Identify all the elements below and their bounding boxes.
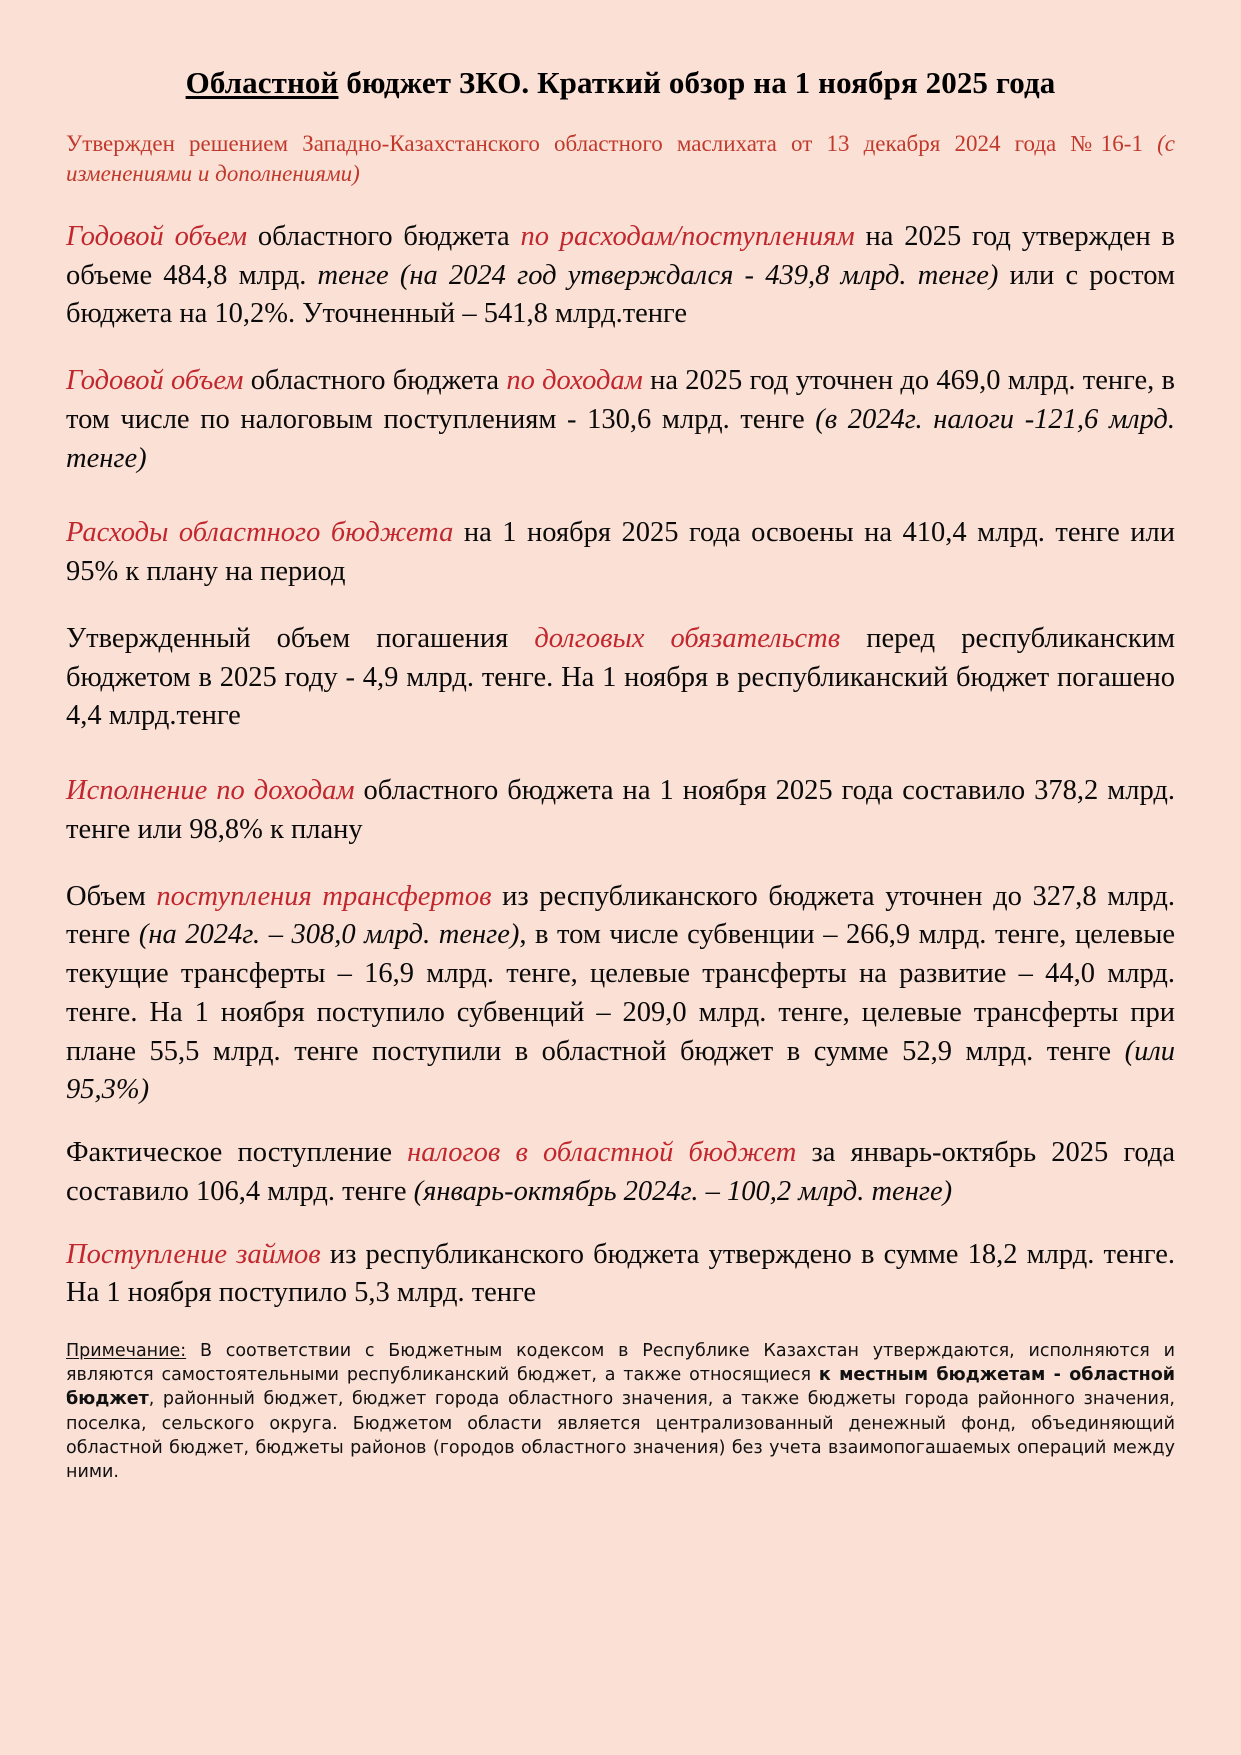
- p2-highlight-by-revenue: по доходам: [506, 365, 643, 397]
- p1-text-2: на 2025 год утвержден в объеме 484,8 млрд.: [66, 220, 1175, 291]
- p2-text-1: областного бюджета: [243, 365, 507, 397]
- footnote-label: Примечание:: [66, 1341, 187, 1362]
- p7-italic-note-2024: (январь-октябрь 2024г. – 100,2 млрд. тенге): [413, 1175, 953, 1207]
- footnote-bold-local-budgets: к местным бюджетам - областной бюджет: [66, 1365, 1175, 1410]
- paragraph-budget-expenditures: [66, 514, 1175, 592]
- paragraph-loan-receipts: [66, 1236, 1175, 1314]
- p2-italic-note-taxes-2024: (в 2024г. налоги -121,6 млрд. тенге): [66, 403, 1175, 474]
- p1-italic-note-2024: тенге (на 2024 год утверждался - 439,8 млрд. тенге): [317, 259, 999, 291]
- p4-text-1: Утвержденный объем погашения: [66, 622, 535, 654]
- p3-text-1: на 1 ноября 2025 года освоены на 410,4 млрд. тенге или 95% к плану на период: [66, 517, 1175, 588]
- paragraph-transfers: [66, 878, 1175, 1111]
- subtitle-amendments-note: (с изменениями и дополнениями): [66, 130, 1175, 187]
- p6-italic-note-2024: (на 2024г. – 308,0 млрд. тенге): [138, 919, 520, 951]
- subtitle-main-text: Утвержден решением Западно-Казахстанского областного маслихата от 13 декабря 2024 года №16-1: [66, 130, 1158, 156]
- page-title-underlined-word: Областной: [185, 65, 339, 100]
- p4-text-2: перед республиканским бюджетом в 2025 году - 4,9 млрд. тенге. На 1 ноября в республиканский бюджет погашено 4,4 млрд.тенге: [66, 622, 1175, 732]
- footnote-text-2: , районный бюджет, бюджет города областного значения, а также бюджеты города районного значения, поселка, сельского округа. Бюджетом области является централизованный денежный фонд, объединяющий областной бюджет, бюджеты районов (городов областного значения) без учета взаимопогашаемых операций между ними.: [66, 1389, 1175, 1482]
- p4-highlight-debt-obligations: долговых обязательств: [534, 622, 841, 654]
- p7-text-2: за январь-октябрь 2025 года составило 106,4 млрд. тенге: [66, 1137, 1175, 1207]
- document-subtitle: [66, 129, 1175, 190]
- p6-highlight-transfers-receipt: поступления трансфертов: [156, 880, 492, 912]
- p7-text-1: Фактическое поступление: [66, 1137, 408, 1169]
- p6-italic-percentage: (или 95,3%): [66, 1035, 1175, 1106]
- p8-highlight-loans: Поступление займов: [66, 1238, 321, 1270]
- p8-text-1: из республиканского бюджета утверждено в сумме 18,2 млрд. тенге. На 1 ноября поступило 5,3 млрд. тенге: [66, 1238, 1175, 1309]
- page-title-rest: бюджет ЗКО. Краткий обзор на 1 ноября 2025 года: [338, 65, 1056, 100]
- p5-highlight-revenue-execution: Исполнение по доходам: [66, 775, 355, 807]
- footnote-note: [66, 1339, 1175, 1484]
- p6-text-3: , в том числе субвенции – 266,9 млрд. тенге, целевые текущие трансферты – 16,9 млрд. тенге, целевые трансферты на развитие – 44,0 млрд. тенге. На 1 ноября поступило субвенций – 209,0 млрд. тенге, целевые трансферты при плане 55,5 млрд. тенге поступили в областной бюджет в сумме 52,9 млрд. тенге: [66, 919, 1175, 1067]
- p2-highlight-annual-volume: Годовой объем: [66, 365, 244, 397]
- paragraph-tax-receipts: [66, 1134, 1175, 1212]
- p2-text-2: на 2025 год уточнен до 469,0 млрд. тенге, в том числе по налоговым поступлениям - 130,6 млрд. тенге: [66, 365, 1175, 435]
- p6-text-1: Объем: [66, 880, 157, 912]
- p3-highlight-expenditures: Расходы областного бюджета: [66, 517, 454, 549]
- footnote-text-1: В соответствии с Бюджетным кодексом в Республике Казахстан утверждаются, исполняются и являются самостоятельными республиканский бюджет, а также относящиеся: [66, 1341, 1175, 1386]
- p1-text-3: или с ростом бюджета на 10,2%. Уточненный – 541,8 млрд.тенге: [66, 259, 1175, 330]
- p1-highlight-by-expenditure: по расходам/поступлениям: [520, 220, 855, 252]
- paragraph-revenue-execution: [66, 772, 1175, 850]
- p1-highlight-annual-volume: Годовой объем: [66, 220, 248, 252]
- p5-text-1: областного бюджета на 1 ноября 2025 года составило 378,2 млрд. тенге или 98,8% к плану: [66, 775, 1175, 845]
- p1-text-1: областного бюджета: [247, 220, 521, 252]
- paragraph-annual-revenue-volume: [66, 362, 1175, 478]
- p6-text-2: из республиканского бюджета уточнен до 327,8 млрд. тенге: [66, 880, 1175, 951]
- p7-highlight-taxes: налогов в областной бюджет: [407, 1137, 797, 1169]
- page-title: [66, 64, 1175, 103]
- paragraph-annual-expenditure-volume: [66, 218, 1175, 334]
- paragraph-debt-obligations: [66, 620, 1175, 736]
